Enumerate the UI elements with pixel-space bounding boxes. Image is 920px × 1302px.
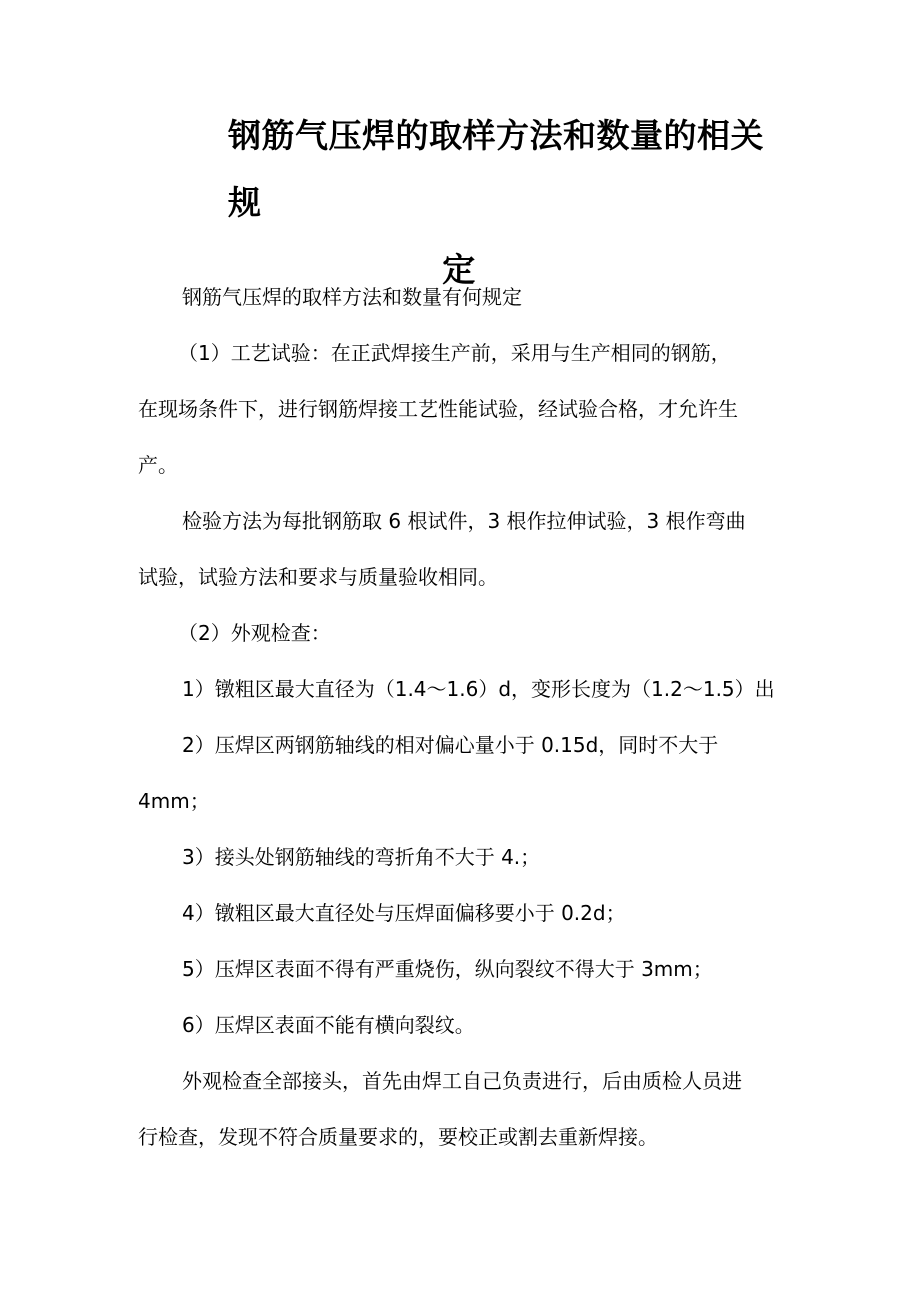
title-line-1: 钢筋气压焊的取样方法和数量的相关规 bbox=[228, 116, 764, 222]
title-line-2: 定 bbox=[442, 250, 476, 289]
body-line: 外观检查全部接头，首先由焊工自己负责进行，后由质检人员进 bbox=[182, 1069, 742, 1093]
body-line: （2）外观检查： bbox=[178, 621, 331, 645]
body-line: 试验，试验方法和要求与质量验收相同。 bbox=[138, 565, 498, 589]
body-line: 行检查，发现不符合质量要求的，要校正或割去重新焊接。 bbox=[138, 1125, 658, 1149]
body-line: 钢筋气压焊的取样方法和数量有何规定 bbox=[182, 285, 522, 309]
body-line: 产。 bbox=[138, 453, 178, 477]
body-line: 4）镦粗区最大直径处与压焊面偏移要小于 0.2d； bbox=[182, 901, 626, 925]
body-line: 6）压焊区表面不能有横向裂纹。 bbox=[182, 1013, 475, 1037]
body-line: 检验方法为每批钢筋取 6 根试件，3 根作拉伸试验，3 根作弯曲 bbox=[182, 509, 746, 533]
body-line: 3）接头处钢筋轴线的弯折角不大于 4.； bbox=[182, 845, 541, 869]
body-line: 5）压焊区表面不得有严重烧伤，纵向裂纹不得大于 3mm； bbox=[182, 957, 713, 981]
document-title bbox=[138, 102, 780, 303]
body-line: （1）工艺试验：在正武焊接生产前，采用与生产相同的钢筋， bbox=[178, 341, 731, 365]
body-line: 2）压焊区两钢筋轴线的相对偏心量小于 0.15d，同时不大于 bbox=[182, 733, 719, 757]
body-line: 在现场条件下，进行钢筋焊接工艺性能试验，经试验合格，才允许生 bbox=[138, 397, 738, 421]
body-line: 1）镦粗区最大直径为（1.4～1.6）d，变形长度为（1.2～1.5）出 bbox=[182, 677, 775, 701]
body-line: 4mm； bbox=[138, 789, 210, 813]
